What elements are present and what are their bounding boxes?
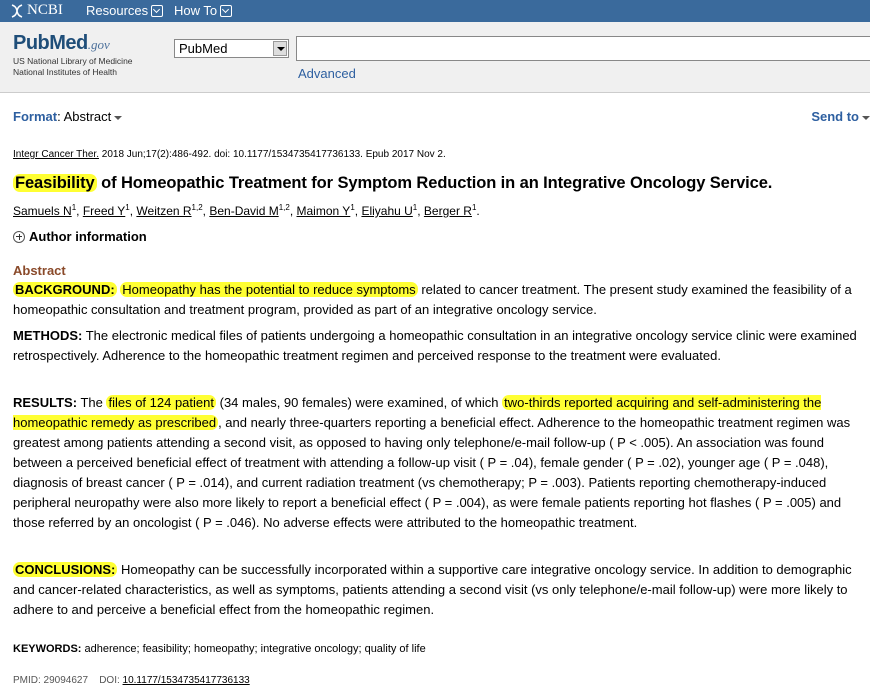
results-text-1: The [80,395,103,410]
dropdown-arrow-icon [273,41,287,56]
caret-down-icon [114,116,122,120]
author-information-toggle[interactable] [13,229,147,244]
database-select[interactable] [174,39,289,58]
send-to-label: Send to [811,109,859,124]
database-select-value: PubMed [179,41,228,56]
author: Samuels $N^1$, [13,203,83,218]
results-highlight-2: two-thirds reported acquiring and self-administering the homeopathic remedy as prescribed [13,395,822,430]
howto-menu[interactable] [174,3,232,18]
advanced-search-link[interactable]: Advanced [298,66,356,81]
conclusions-text: Homeopathy can be successfully incorporated within a supportive care integrative oncology service. In addition to demographic and cancer-related characteristics, as well as symptoms, patients attending a second visit (vs only telephone/e-mail follow-up) were more likely to adhere to and perceive a beneficial effect from the homeopathic regimen. [13,562,852,617]
author-link[interactable]: Maimon Y [296,204,351,218]
abstract-background [13,280,858,320]
author: Freed $Y^1$, [82,203,137,218]
article-title [13,174,772,193]
ncbi-helix-icon [10,4,24,18]
results-text-3: , and nearly three-quarters reporting a beneficial effect. Adherence to the homeopathic treatment regimen was greatest among patients attending a second visit, as opposed to having only telephone/e-mail follow-up ( P < .005). An association was found between a perceived beneficial effect of treatment with attending a follow-up visit ( P = .04), female gender ( P = .02), younger age ( P = .048), diagnosis of breast cancer ( P = .014), and current radiation treatment (vs chemotherapy; P = .003). Patients reporting chemotherapy-induced peripheral neuropathy were also more likely to report a beneficial effect ( P = .004), as were female patients reporting hot flashes ( P = .005) and those referred by an oncologist ( P = .046). No adverse effects were attributed to the homeopathic treatment. [13,415,851,530]
author: Ben-David M$^{1,2}$, [209,203,297,218]
title-rest: of Homeopathic Treatment for Symptom Reduction in an Integrative Oncology Service. [101,174,773,192]
author-affiliation: 1,2 [278,203,290,212]
format-value: Abstract [63,109,112,124]
author-link[interactable]: Eliyahu U [361,204,413,218]
ncbi-topbar [0,0,870,22]
doi-label: DOI: [99,675,120,686]
author-affiliation: 1,2 [191,203,203,212]
howto-label: How To [174,3,218,18]
doi-link[interactable]: 10.1177/1534735417736133 [122,675,250,686]
abstract-methods [13,326,858,366]
background-highlight: Homeopathy has the potential to reduce symptoms [122,282,416,297]
citation [13,149,446,160]
author: Weitzen R$^{1,2}$, [136,203,210,218]
author-affiliation: 1 [125,203,130,212]
results-text-2: (34 males, 90 females) were examined, of which [219,395,499,410]
logo-subtitle-1: US National Library of Medicine [13,56,133,66]
logo-gov: .gov [87,37,110,52]
pmid: PMID: 29094627 [13,675,89,686]
format-label: Format [13,109,58,124]
author-link[interactable]: Samuels N [13,204,72,218]
resources-label: Resources [86,3,149,18]
methods-text: The electronic medical files of patients undergoing a homeopathic consultation in an integrative oncology service clinic were examined retrospectively. Adherence to the homeopathic treatment regimen and perceived response to the treatment were evaluated. [13,328,857,363]
author-link[interactable]: Berger R [423,204,472,218]
ncbi-logo[interactable] [10,2,63,19]
author-link[interactable]: Ben-David M [209,204,279,218]
author-list [13,203,480,218]
abstract-results [13,393,858,533]
results-label: RESULTS: [13,395,78,410]
author-affiliation: 1 [471,203,477,212]
keywords [13,643,426,655]
journal-link[interactable]: Integr Cancer Ther. [13,149,99,160]
methods-label: METHODS: [13,328,83,343]
format-selector[interactable]: Format: Abstract [13,109,122,124]
author: Maimon $Y^1$, [296,203,362,218]
chevron-down-icon [151,5,163,17]
abstract-heading: Abstract [13,263,66,278]
expand-plus-icon [13,231,25,243]
author-affiliation: 1 [350,203,355,212]
chevron-down-icon [220,5,232,17]
author-link[interactable]: Freed Y [82,204,126,218]
search-input[interactable] [296,36,870,61]
author-affiliation: 1 [412,203,418,212]
ncbi-label: NCBI [27,2,63,18]
keywords-label: KEYWORDS: [13,643,82,655]
conclusions-label: CONCLUSIONS: [15,562,116,577]
send-to-button[interactable] [811,109,870,124]
background-label: BACKGROUND: [15,282,115,297]
resources-menu[interactable] [86,3,163,18]
author-information-label: Author information [29,229,147,244]
citation-details: 2018 Jun;17(2):486-492. doi: 10.1177/1534735417736133. Epub 2017 Nov 2. [101,149,446,160]
caret-down-icon [862,116,870,120]
search-header [0,22,870,93]
abstract-conclusions [13,560,858,620]
author: Berger $R^1$. [423,203,480,218]
logo-pub: PubMed [13,32,88,54]
results-highlight-1: files of 124 patient [108,395,214,410]
author: Eliyahu $U^1$, [361,203,424,218]
title-highlight: Feasibility [15,174,95,192]
pubmed-logo[interactable] [13,32,133,77]
author-affiliation: 1 [71,203,77,212]
author-link[interactable]: Weitzen R [136,204,192,218]
article-identifiers [13,675,250,686]
background-text: related to cancer treatment. The present study examined the feasibility of a homeopathic consultation and treatment program, provided as part of an integrative oncology service. [13,282,852,317]
logo-subtitle-2: National Institutes of Health [13,67,117,77]
keywords-text: adherence; feasibility; homeopathy; integrative oncology; quality of life [84,643,426,655]
